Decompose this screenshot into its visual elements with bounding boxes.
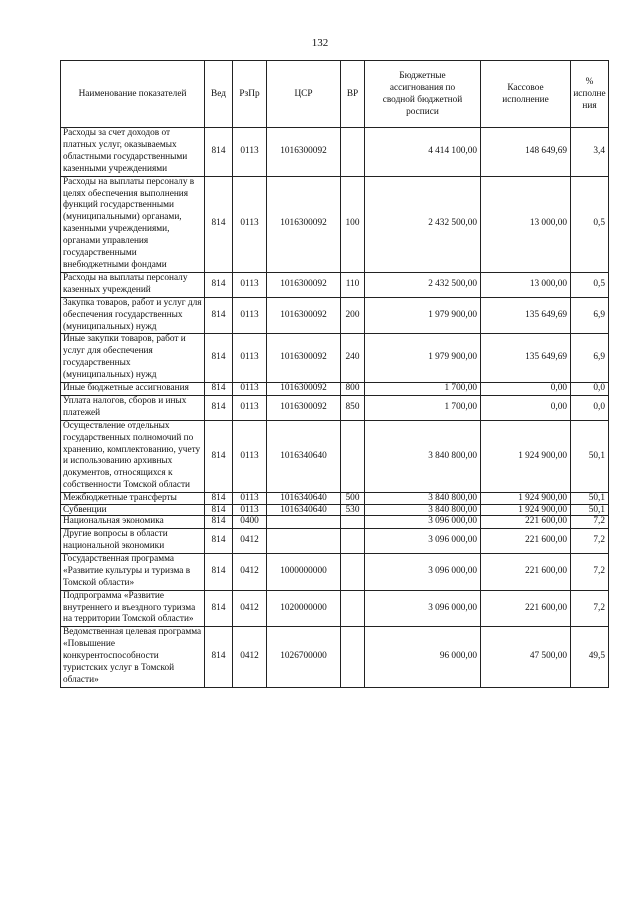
- cell-cash: 0,00: [481, 383, 571, 396]
- cell-percent: 0,0: [571, 383, 609, 396]
- page-number: 132: [311, 37, 329, 49]
- cell-budget: 3 840 800,00: [365, 420, 481, 492]
- cell-csr: 1016300092: [267, 297, 341, 334]
- cell-csr: [267, 529, 341, 554]
- cell-rzpr: 0113: [233, 395, 267, 420]
- table-row: [61, 504, 609, 516]
- cell-percent: 50,1: [571, 504, 609, 516]
- cell-ved: 814: [205, 272, 233, 297]
- table-row: [61, 297, 609, 334]
- cell-vr: 240: [341, 334, 365, 383]
- cell-ved: 814: [205, 334, 233, 383]
- header-ved: Вед: [205, 61, 233, 128]
- cell-name: Государственная программа «Развитие культуры и туризма в Томской области»: [61, 553, 205, 590]
- table-row: [61, 334, 609, 383]
- cell-budget: 1 700,00: [365, 383, 481, 396]
- cell-cash: 13 000,00: [481, 176, 571, 272]
- cell-name: Подпрограмма «Развитие внутреннего и въездного туризма на территории Томской области»: [61, 590, 205, 627]
- cell-ved: 814: [205, 395, 233, 420]
- cell-percent: 50,1: [571, 493, 609, 505]
- cell-budget: 3 096 000,00: [365, 590, 481, 627]
- header-csr: ЦСР: [267, 61, 341, 128]
- cell-name: Закупка товаров, работ и услуг для обеспечения государственных (муниципальных) нужд: [61, 297, 205, 334]
- cell-rzpr: 0412: [233, 553, 267, 590]
- cell-rzpr: 0113: [233, 128, 267, 177]
- cell-name: Осуществление отдельных государственных полномочий по хранению, комплектованию, учету и использованию архивных документов, относящихся к собственности Томской области: [61, 420, 205, 492]
- table-row: [61, 176, 609, 272]
- cell-vr: [341, 627, 365, 688]
- cell-cash: 1 924 900,00: [481, 504, 571, 516]
- cell-cash: 0,00: [481, 395, 571, 420]
- cell-percent: 0,5: [571, 176, 609, 272]
- cell-name: Другие вопросы в области национальной экономики: [61, 529, 205, 554]
- table-row: [61, 493, 609, 505]
- cell-rzpr: 0400: [233, 516, 267, 529]
- cell-percent: 7,2: [571, 516, 609, 529]
- table-row: [61, 516, 609, 529]
- cell-name: Иные закупки товаров, работ и услуг для обеспечения государственных (муниципальных) нужд: [61, 334, 205, 383]
- cell-cash: 221 600,00: [481, 516, 571, 529]
- cell-csr: 1026700000: [267, 627, 341, 688]
- cell-budget: 1 979 900,00: [365, 297, 481, 334]
- table-header-row: [61, 61, 609, 128]
- cell-csr: 1000000000: [267, 553, 341, 590]
- budget-table: [60, 60, 609, 688]
- cell-cash: 148 649,69: [481, 128, 571, 177]
- cell-vr: [341, 516, 365, 529]
- cell-ved: 814: [205, 590, 233, 627]
- cell-name: Расходы за счет доходов от платных услуг, оказываемых областными государственными казенными учреждениями: [61, 128, 205, 177]
- cell-percent: 6,9: [571, 334, 609, 383]
- cell-rzpr: 0412: [233, 627, 267, 688]
- header-percent: % исполне ния: [571, 61, 609, 128]
- cell-cash: 221 600,00: [481, 529, 571, 554]
- table-row: [61, 553, 609, 590]
- cell-budget: 4 414 100,00: [365, 128, 481, 177]
- cell-budget: 2 432 500,00: [365, 176, 481, 272]
- cell-vr: 500: [341, 493, 365, 505]
- cell-cash: 13 000,00: [481, 272, 571, 297]
- cell-rzpr: 0412: [233, 590, 267, 627]
- cell-cash: 1 924 900,00: [481, 493, 571, 505]
- cell-csr: 1016300092: [267, 128, 341, 177]
- cell-ved: 814: [205, 176, 233, 272]
- cell-ved: 814: [205, 529, 233, 554]
- cell-name: Ведомственная целевая программа «Повышение конкурентоспособности туристских услуг в Томской области»: [61, 627, 205, 688]
- cell-vr: [341, 590, 365, 627]
- cell-budget: 3 096 000,00: [365, 529, 481, 554]
- cell-percent: 6,9: [571, 297, 609, 334]
- cell-percent: 0,0: [571, 395, 609, 420]
- cell-cash: 1 924 900,00: [481, 420, 571, 492]
- cell-percent: 50,1: [571, 420, 609, 492]
- cell-vr: [341, 128, 365, 177]
- cell-percent: 7,2: [571, 590, 609, 627]
- cell-budget: 3 840 800,00: [365, 504, 481, 516]
- cell-rzpr: 0113: [233, 493, 267, 505]
- cell-ved: 814: [205, 553, 233, 590]
- cell-percent: 0,5: [571, 272, 609, 297]
- cell-csr: 1016300092: [267, 395, 341, 420]
- cell-ved: 814: [205, 128, 233, 177]
- cell-rzpr: 0113: [233, 272, 267, 297]
- cell-csr: [267, 516, 341, 529]
- cell-csr: 1020000000: [267, 590, 341, 627]
- table-row: [61, 627, 609, 688]
- cell-budget: 1 979 900,00: [365, 334, 481, 383]
- cell-csr: 1016340640: [267, 504, 341, 516]
- cell-csr: 1016300092: [267, 383, 341, 396]
- cell-name: Иные бюджетные ассигнования: [61, 383, 205, 396]
- cell-rzpr: 0113: [233, 176, 267, 272]
- cell-ved: 814: [205, 504, 233, 516]
- cell-name: Национальная экономика: [61, 516, 205, 529]
- table-row: [61, 590, 609, 627]
- cell-ved: 814: [205, 516, 233, 529]
- cell-cash: 221 600,00: [481, 553, 571, 590]
- cell-budget: 3 840 800,00: [365, 493, 481, 505]
- header-cash: Кассовое исполнение: [481, 61, 571, 128]
- cell-rzpr: 0113: [233, 504, 267, 516]
- cell-percent: 49,5: [571, 627, 609, 688]
- cell-rzpr: 0113: [233, 383, 267, 396]
- cell-ved: 814: [205, 297, 233, 334]
- cell-vr: 100: [341, 176, 365, 272]
- table-row: [61, 128, 609, 177]
- cell-csr: 1016300092: [267, 176, 341, 272]
- cell-budget: 3 096 000,00: [365, 553, 481, 590]
- cell-rzpr: 0113: [233, 420, 267, 492]
- cell-cash: 135 649,69: [481, 297, 571, 334]
- cell-name: Расходы на выплаты персоналу казенных учреждений: [61, 272, 205, 297]
- table-row: [61, 395, 609, 420]
- cell-vr: 200: [341, 297, 365, 334]
- cell-vr: 850: [341, 395, 365, 420]
- cell-csr: 1016300092: [267, 334, 341, 383]
- cell-budget: 2 432 500,00: [365, 272, 481, 297]
- cell-name: Расходы на выплаты персоналу в целях обеспечения выполнения функций государственными (муниципальными) органами, казенными учреждениями, органами управления государственными внебюджетными фондами: [61, 176, 205, 272]
- header-budget: Бюджетные ассигнования по сводной бюджетной росписи: [365, 61, 481, 128]
- cell-ved: 814: [205, 627, 233, 688]
- table-row: [61, 529, 609, 554]
- cell-percent: 7,2: [571, 529, 609, 554]
- cell-name: Уплата налогов, сборов и иных платежей: [61, 395, 205, 420]
- cell-vr: 110: [341, 272, 365, 297]
- cell-vr: 800: [341, 383, 365, 396]
- cell-budget: 3 096 000,00: [365, 516, 481, 529]
- cell-csr: 1016300092: [267, 272, 341, 297]
- cell-percent: 7,2: [571, 553, 609, 590]
- cell-csr: 1016340640: [267, 420, 341, 492]
- cell-vr: [341, 420, 365, 492]
- cell-rzpr: 0113: [233, 297, 267, 334]
- cell-ved: 814: [205, 383, 233, 396]
- table-row: [61, 420, 609, 492]
- cell-vr: [341, 553, 365, 590]
- cell-name: Субвенции: [61, 504, 205, 516]
- cell-rzpr: 0113: [233, 334, 267, 383]
- cell-name: Межбюджетные трансферты: [61, 493, 205, 505]
- header-vr: ВР: [341, 61, 365, 128]
- table-body: [61, 128, 609, 688]
- cell-rzpr: 0412: [233, 529, 267, 554]
- header-name: Наименование показателей: [61, 61, 205, 128]
- cell-vr: [341, 529, 365, 554]
- cell-vr: 530: [341, 504, 365, 516]
- cell-cash: 221 600,00: [481, 590, 571, 627]
- cell-cash: 47 500,00: [481, 627, 571, 688]
- cell-percent: 3,4: [571, 128, 609, 177]
- table-row: [61, 383, 609, 396]
- cell-ved: 814: [205, 420, 233, 492]
- cell-ved: 814: [205, 493, 233, 505]
- cell-csr: 1016340640: [267, 493, 341, 505]
- table-row: [61, 272, 609, 297]
- header-rzpr: РзПр: [233, 61, 267, 128]
- cell-budget: 1 700,00: [365, 395, 481, 420]
- cell-budget: 96 000,00: [365, 627, 481, 688]
- cell-cash: 135 649,69: [481, 334, 571, 383]
